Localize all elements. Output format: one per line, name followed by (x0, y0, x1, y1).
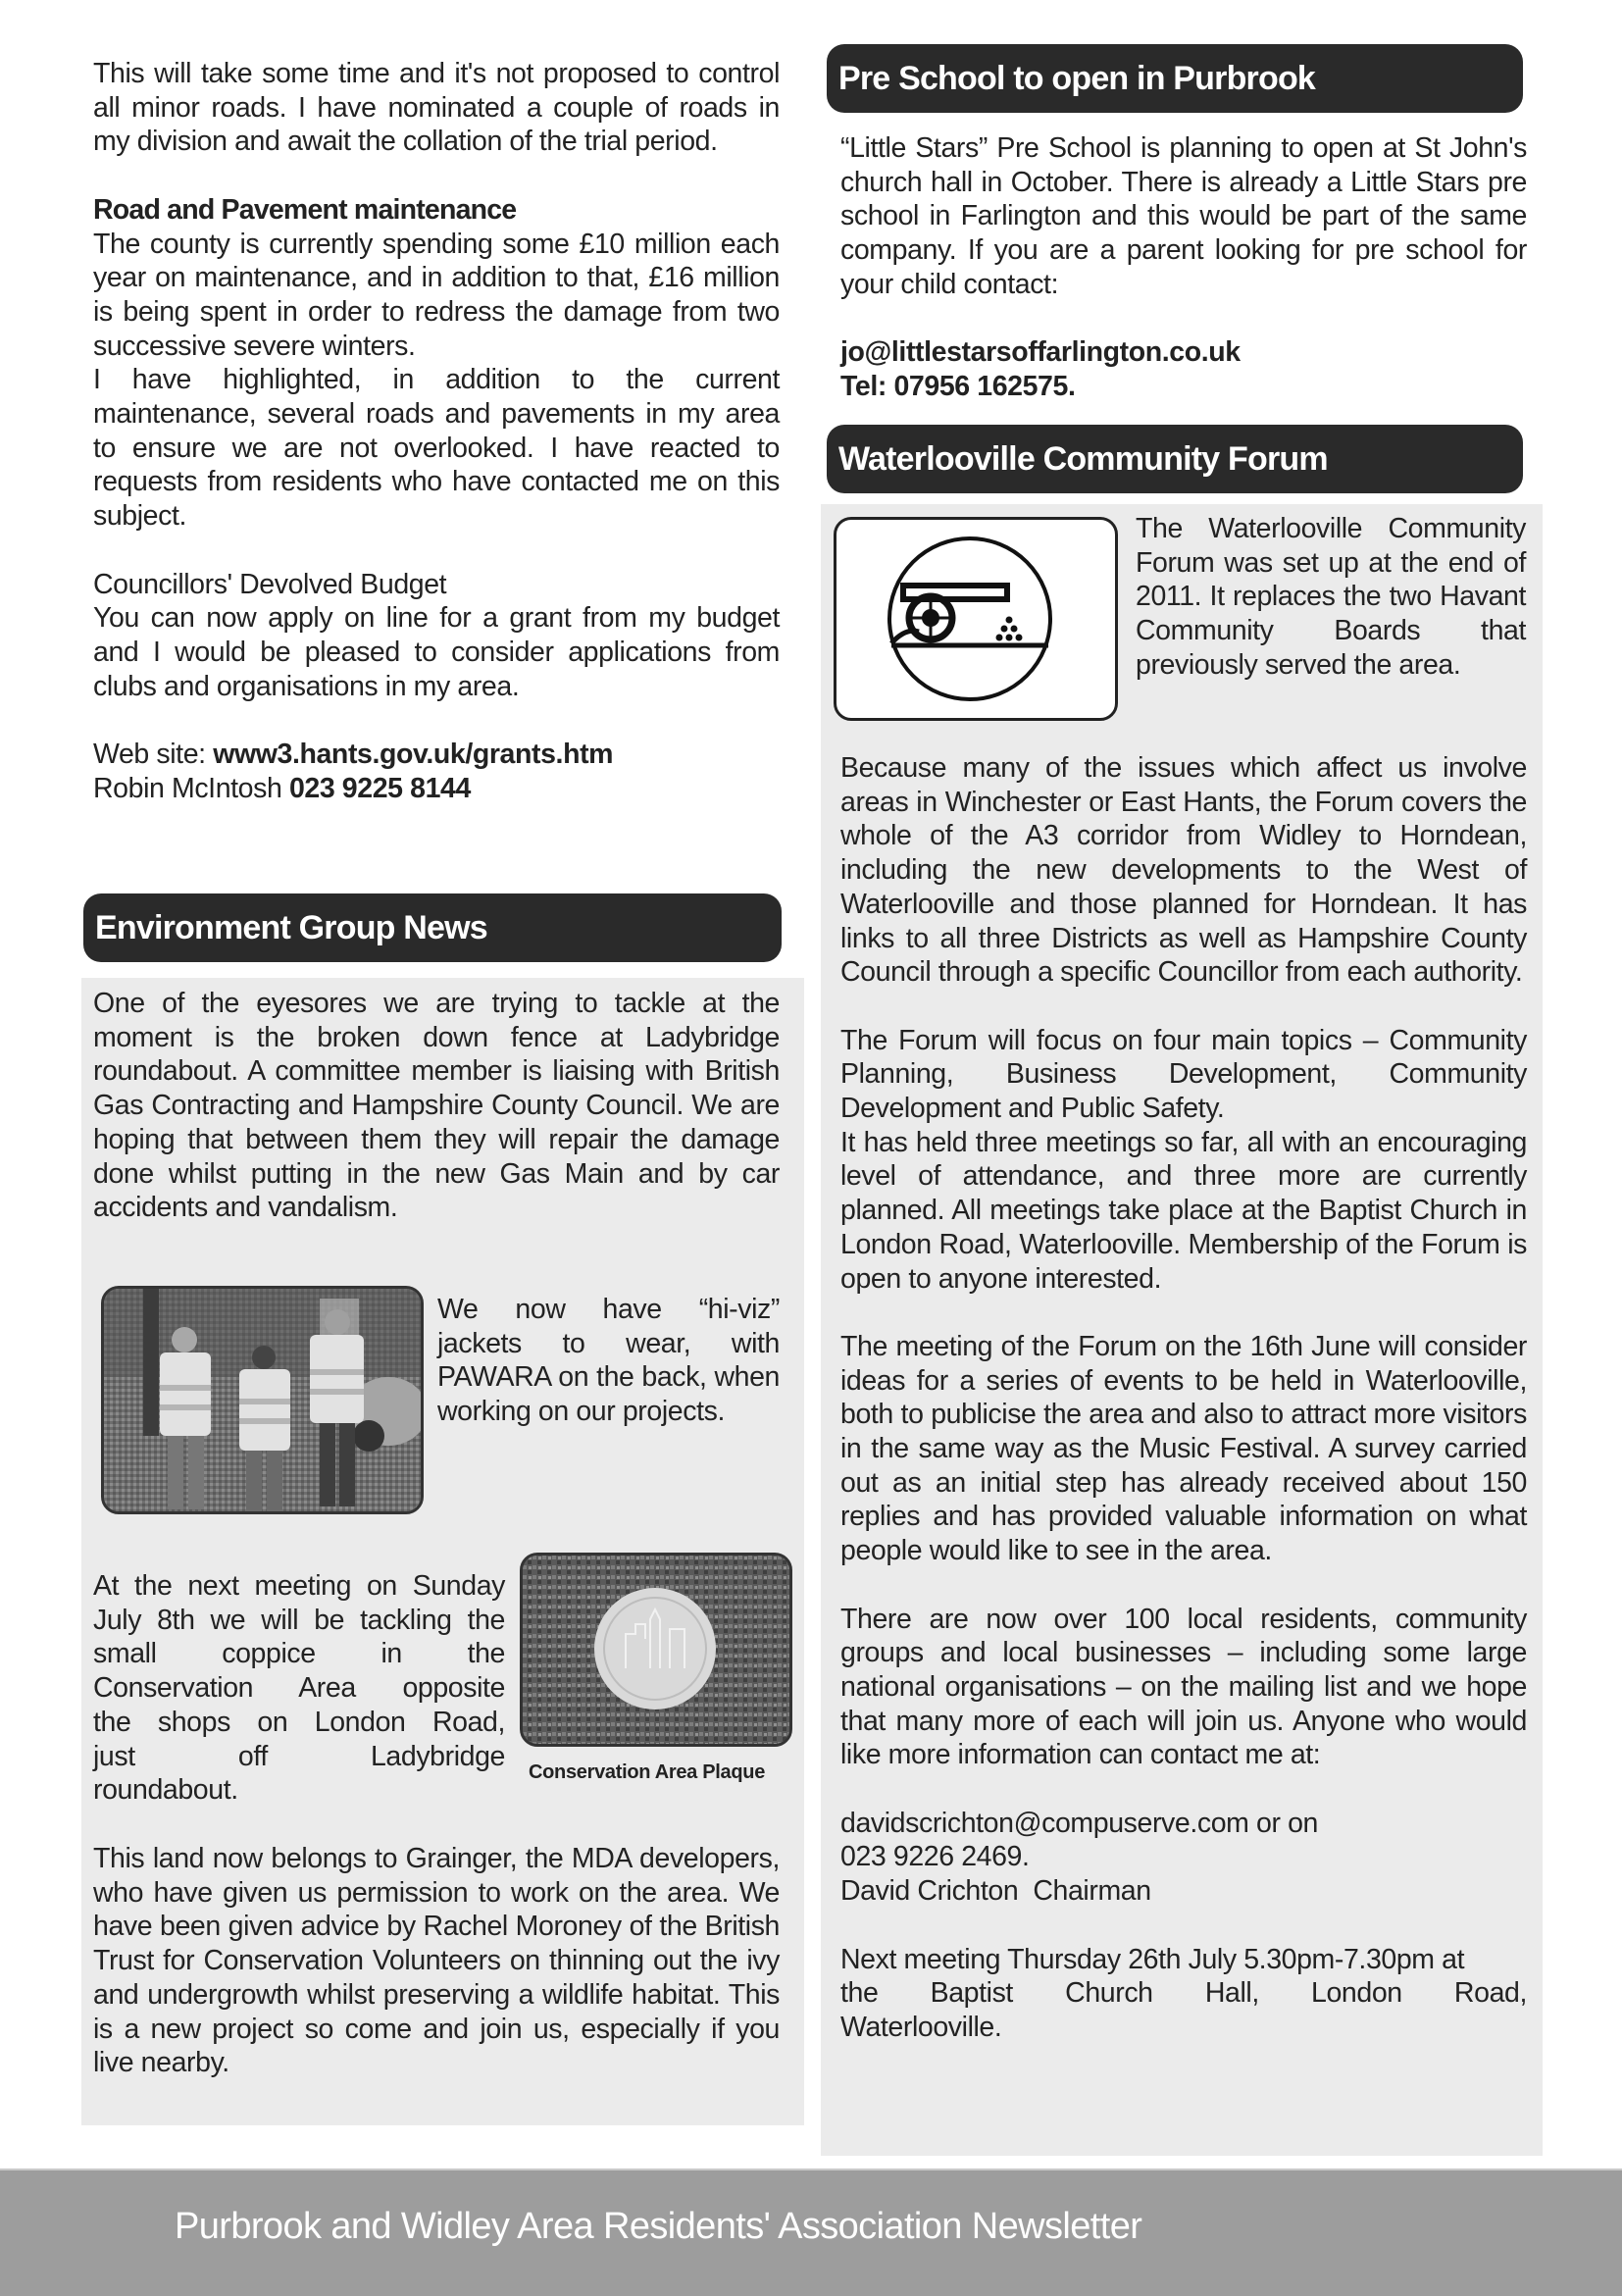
forum-contact-name: David Crichton Chairman (840, 1875, 1151, 1908)
forum-paragraph-5: There are now over 100 local residents, community groups and local businesses – including some large national organisations – on the mailing list and we hope that many more of each will join us. Anyone who would like more information can contact me at: (840, 1603, 1527, 1771)
plaque-caption: Conservation Area Plaque (529, 1761, 766, 1783)
forum-logo-box (834, 517, 1118, 721)
forum-text (840, 751, 1527, 2045)
next-meeting-line-3: Waterlooville. (840, 2011, 1002, 2043)
intro-paragraph: This will take some time and it's not proposed to control all minor roads. I have nominated a couple of roads in my division and await the collation of the trial period. (93, 58, 780, 158)
newsletter-footer (0, 2168, 1622, 2296)
environment-paragraph-3: This land now belongs to Grainger, the MDA developers, who have given us permission to work on the area. We have been given advice by Rachel Moroney of the British Trust for Conservation Volunteers on thinning out the ivy and undergrowth whilst preserving a wildlife habitat. This is a new project so come and join us, especially if you live nearby. (93, 1843, 780, 2079)
preschool-text (840, 131, 1527, 404)
forum-paragraph-2: The Forum will focus on four main topics – Community Planning, Business Development, Community Development and Public Safety. (840, 1024, 1527, 1125)
preschool-tel: Tel: 07956 162575. (840, 370, 1076, 402)
website-link[interactable]: www3.hants.gov.uk/grants.htm (213, 739, 614, 771)
budget-paragraph: You can now apply on line for a grant from my budget and I would be pleased to consider applications from clubs and organisations in my area. (93, 602, 780, 702)
website-line (93, 738, 780, 772)
meeting-line: the shops on London Road, (93, 1706, 505, 1738)
forum-contact-email[interactable]: davidscrichton@compuserve.com or on (840, 1807, 1318, 1839)
environment-paragraph-1: One of the eyesores we are trying to tackle at the moment is the broken down fence at Ladybridge roundabout. A committee member is liaising with British Gas Contracting and Hampshire County Council. We are hoping that between them they will repair the damage done whilst putting in the new Gas Main and by car accidents and vandalism. (93, 988, 780, 1224)
meeting-line: Conservation Area opposite (93, 1672, 505, 1705)
forum-section-header (827, 425, 1523, 493)
budget-heading: Councillors' Devolved Budget (93, 568, 447, 600)
environment-title: Environment Group News (95, 908, 487, 946)
hiviz-volunteers-photo (101, 1286, 424, 1514)
preschool-title: Pre School to open in Purbrook (838, 59, 1316, 97)
footer-title: Purbrook and Widley Area Residents' Association Newsletter (175, 2206, 1142, 2247)
volunteers-image (104, 1289, 421, 1511)
forum-paragraph-1: Because many of the issues which affect us involve areas in Winchester or East Hants, the Forum covers the whole of the A3 corridor from Widley to Horndean, including the new developments to the West of Waterlooville and those planned for Horndean. It has links to all three Districts as well as Hampshire County Council through a specific Councillor from each authority. (840, 752, 1527, 989)
coppice-meeting-text (93, 1569, 505, 1808)
forum-paragraph-4: The meeting of the Forum on the 16th June will consider ideas for a series of events to be held in Waterlooville, both to publicise the area and also to attract more visitors in the same way as the Music Festival. A survey carried out as an initial step has already received about 150 replies and has provided valuable information on what people would like to see in the area. (840, 1330, 1527, 1567)
meeting-line: At the next meeting on Sunday (93, 1570, 505, 1602)
road-paragraph-2: I have highlighted, in addition to the current maintenance, several roads and pavements in my area to ensure we are not overlooked. I have reacted to requests from residents who have contacted me on this subject. (93, 364, 780, 533)
left-column-text (93, 57, 780, 805)
contact-line (93, 772, 780, 806)
contact-name: Robin McIntosh (93, 772, 289, 804)
cannon-logo-icon (836, 520, 1115, 718)
environment-section-header (83, 893, 782, 962)
hiviz-text: We now have “hi-viz” jackets to wear, with PAWARA on the back, when working on our projects. (437, 1294, 780, 1428)
conservation-plaque-photo (520, 1553, 792, 1747)
forum-intro: The Waterlooville Community Forum was set up at the end of 2011. It replaces the two Havant Community Boards that previously served the area. (1136, 513, 1526, 681)
next-meeting-line-2: the Baptist Church Hall, London Road, (840, 1977, 1527, 2010)
plaque-image (523, 1556, 789, 1744)
forum-contact-phone: 023 9226 2469. (840, 1841, 1030, 1873)
next-meeting-line-1: Next meeting Thursday 26th July 5.30pm-7.30pm at (840, 1943, 1465, 1975)
road-paragraph-1: The county is currently spending some £10 million each year on maintenance, and in addition to that, £16 million is being spent in order to redress the damage from two successive severe winters. (93, 228, 780, 362)
preschool-email[interactable]: jo@littlestarsoffarlington.co.uk (840, 336, 1241, 369)
meeting-line: roundabout. (93, 1774, 238, 1807)
forum-paragraph-3: It has held three meetings so far, all with an encouraging level of attendance, and three more are currently planned. All meetings take place at the Baptist Church in London Road, Waterlooville. Membership of the Forum is open to anyone interested. (840, 1126, 1527, 1295)
forum-title: Waterlooville Community Forum (838, 439, 1328, 478)
website-label: Web site: (93, 739, 214, 771)
meeting-line: just off Ladybridge (93, 1740, 505, 1772)
road-heading: Road and Pavement maintenance (93, 193, 517, 226)
preschool-paragraph: “Little Stars” Pre School is planning to open at St John's church hall in October. There is already a Little Stars pre school in Farlington and this would be part of the same company. If you are a parent looking for pre school for your child contact: (840, 132, 1527, 300)
contact-phone: 023 9225 8144 (288, 772, 471, 804)
meeting-line: July 8th we will be tackling the (93, 1604, 505, 1636)
preschool-section-header (827, 44, 1523, 113)
meeting-line: small coppice in the (93, 1638, 505, 1670)
